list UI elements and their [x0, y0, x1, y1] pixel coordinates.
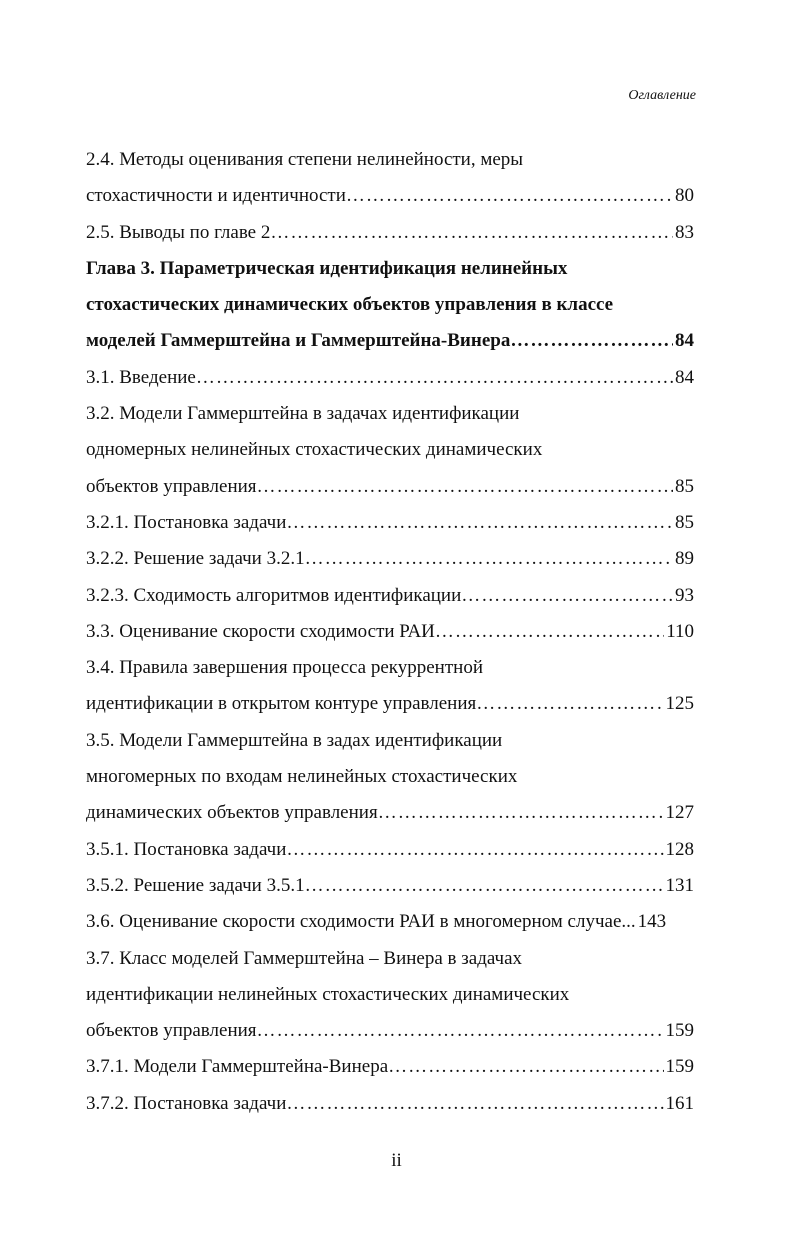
- toc-page-number: 84: [675, 330, 694, 352]
- toc-line: [86, 469, 694, 505]
- toc-line: [86, 178, 694, 214]
- toc-line: [86, 505, 694, 541]
- toc-entry-text: идентификации в открытом контуре управления: [86, 693, 477, 715]
- toc-line: [86, 541, 694, 577]
- toc-entry-text: 3.7. Класс моделей Гаммерштейна – Винера в задачах: [86, 947, 523, 969]
- toc-page-number: 127: [665, 802, 694, 824]
- toc-line: [86, 650, 694, 686]
- dot-leader: [476, 686, 663, 722]
- dot-leader: [286, 832, 663, 868]
- toc-entry-text: 3.2. Модели Гаммерштейна в задачах идентификации: [86, 403, 520, 425]
- toc-entry-text: 3.2.2. Решение задачи 3.2.1: [86, 548, 305, 570]
- toc-page-number: 93: [675, 584, 694, 606]
- dot-leader: [286, 505, 673, 541]
- toc-line: [86, 977, 694, 1013]
- toc-entry-text: 3.4. Правила завершения процесса рекуррентной: [86, 657, 483, 679]
- dot-leader: [510, 323, 673, 359]
- toc-line: [86, 142, 694, 178]
- toc-entry-text: моделей Гаммерштейна и Гаммерштейна-Винера: [86, 330, 511, 352]
- toc-line: [86, 941, 694, 977]
- toc-line: [86, 832, 694, 868]
- toc-line: [86, 396, 694, 432]
- dot-leader: [196, 360, 673, 396]
- dot-leader: [257, 1013, 664, 1049]
- toc-line: [86, 251, 694, 287]
- toc-page-number: 143: [637, 911, 667, 933]
- toc-entry-text: 3.5.1. Постановка задачи: [86, 838, 287, 860]
- toc-line: [86, 868, 694, 904]
- toc-line: [86, 1013, 694, 1049]
- toc-page-number: 83: [675, 221, 694, 243]
- toc-entry-text: 3.1. Введение: [86, 366, 196, 388]
- dot-leader: [435, 614, 664, 650]
- toc-page-number: 128: [665, 838, 694, 860]
- toc-line: [86, 759, 694, 795]
- toc-entry-text: 3.7.1. Модели Гаммерштейна-Винера: [86, 1056, 389, 1078]
- toc-entry-text: 3.2.1. Постановка задачи: [86, 511, 287, 533]
- toc-entry-text: 3.5. Модели Гаммерштейна в задах идентификации: [86, 729, 503, 751]
- toc-page-number: 80: [675, 185, 694, 207]
- dot-leader: [305, 541, 673, 577]
- toc-page-number: 161: [665, 1092, 694, 1114]
- toc-line: [86, 1086, 694, 1122]
- toc-entry-text: объектов управления: [86, 1020, 257, 1042]
- toc-entry-text: 3.7.2. Постановка задачи: [86, 1092, 287, 1114]
- toc-line: [86, 1049, 694, 1085]
- dot-leader: [286, 1086, 663, 1122]
- toc-page-number: 89: [675, 548, 694, 570]
- toc-page-number: 159: [665, 1020, 694, 1042]
- dot-leader: [305, 868, 664, 904]
- toc-entry-text: динамических объектов управления: [86, 802, 378, 824]
- toc-entry-text: идентификации нелинейных стохастических динамических: [86, 983, 570, 1005]
- dot-leader: [270, 215, 673, 251]
- dot-leader: [346, 178, 673, 214]
- toc-entry-text: стохастических динамических объектов управления в классе: [86, 294, 614, 316]
- toc-page-number: 85: [675, 511, 694, 533]
- toc-line: [86, 723, 694, 759]
- toc-page-number: 84: [675, 366, 694, 388]
- toc-page-number: 110: [666, 620, 694, 642]
- toc-page-number: 85: [675, 475, 694, 497]
- dot-leader: [461, 578, 673, 614]
- toc-entry-text: 2.5. Выводы по главе 2: [86, 221, 271, 243]
- toc-entry-text: стохастичности и идентичности: [86, 185, 346, 207]
- toc-line: [86, 686, 694, 722]
- dot-leader: [388, 1049, 663, 1085]
- toc-line: [86, 795, 694, 831]
- toc-entry-text: 3.2.3. Сходимость алгоритмов идентификации: [86, 584, 462, 606]
- toc-entry-text: 3.6. Оценивание скорости сходимости РАИ в многомерном случае...: [86, 911, 636, 933]
- toc-entry-text: 2.4. Методы оценивания степени нелинейности, меры: [86, 149, 524, 170]
- table-of-contents: [86, 142, 694, 1122]
- toc-line: [86, 215, 694, 251]
- toc-page-number: 131: [665, 874, 694, 896]
- toc-line: [86, 323, 694, 359]
- toc-line: [86, 360, 694, 396]
- toc-line: [86, 287, 694, 323]
- running-header: Оглавление: [628, 88, 696, 103]
- toc-entry-text: многомерных по входам нелинейных стохастических: [86, 766, 518, 788]
- toc-line: [86, 614, 694, 650]
- toc-entry-text: одномерных нелинейных стохастических динамических: [86, 439, 543, 461]
- toc-page-number: 159: [665, 1056, 694, 1078]
- dot-leader: [378, 795, 664, 831]
- toc-entry-text: 3.3. Оценивание скорости сходимости РАИ: [86, 620, 435, 642]
- dot-leader: [257, 469, 673, 505]
- toc-entry-text: Глава 3. Параметрическая идентификация нелинейных: [86, 257, 568, 279]
- toc-line: [86, 432, 694, 468]
- page-number: ii: [391, 1150, 402, 1171]
- toc-page-number: 125: [665, 693, 694, 715]
- toc-line: [86, 578, 694, 614]
- toc-line: [86, 904, 694, 940]
- toc-entry-text: объектов управления: [86, 475, 257, 497]
- toc-entry-text: 3.5.2. Решение задачи 3.5.1: [86, 874, 305, 896]
